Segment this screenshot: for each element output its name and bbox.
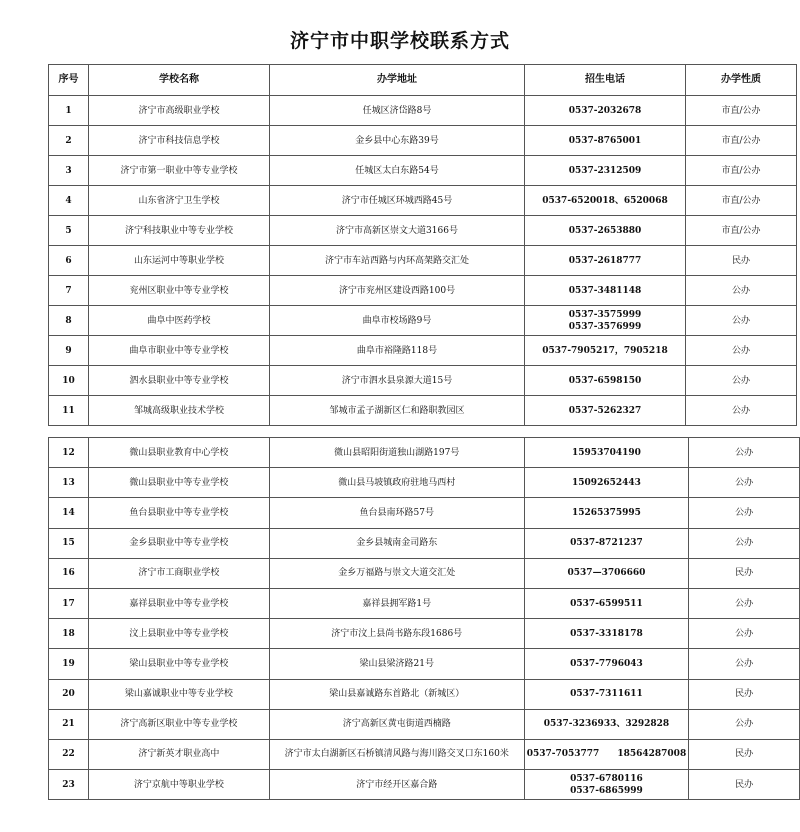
table-row: [49, 246, 797, 276]
school-type: 公办: [689, 588, 800, 618]
school-name: 鱼台县职业中等专业学校: [88, 498, 269, 528]
row-index: 17: [49, 588, 89, 618]
school-name: 曲阜市职业中等专业学校: [89, 336, 270, 366]
school-phone: [525, 306, 686, 336]
school-address: 济宁市兖州区建设西路100号: [270, 276, 525, 306]
school-type: 民办: [689, 770, 800, 800]
school-type: 公办: [686, 396, 797, 426]
phone-number: 15953704190: [572, 447, 641, 458]
row-index: 10: [49, 366, 89, 396]
school-address: 任城区太白东路54号: [270, 156, 525, 186]
row-index: 21: [49, 709, 89, 739]
school-address: 金乡万福路与崇文大道交汇处: [269, 558, 524, 588]
school-phone: [525, 246, 686, 276]
phone-number: 0537-6520018、6520068: [542, 195, 668, 206]
table-row: [49, 186, 797, 216]
table-row: [49, 739, 800, 769]
school-type: 公办: [689, 649, 800, 679]
school-phone: [524, 770, 689, 800]
school-name: 梁山县职业中等专业学校: [88, 649, 269, 679]
row-index: 23: [49, 770, 89, 800]
school-address: 济宁市车站西路与内环高架路交汇处: [270, 246, 525, 276]
school-type: 公办: [689, 709, 800, 739]
header-school-type: 办学性质: [686, 65, 797, 96]
phone-number: 0537-7311611: [570, 689, 643, 700]
school-name: 济宁科技职业中等专业学校: [89, 216, 270, 246]
row-index: 9: [49, 336, 89, 366]
row-index: 4: [49, 186, 89, 216]
row-index: 18: [49, 619, 89, 649]
table-row: [49, 498, 800, 528]
phone-number: 0537-2618777: [568, 255, 642, 266]
row-index: 3: [49, 156, 89, 186]
phone-number: 0537-3318178: [570, 628, 643, 639]
header-phone: 招生电话: [525, 65, 686, 96]
school-address: 济宁市高新区崇文大道3166号: [270, 216, 525, 246]
school-address: 微山县昭阳街道独山湖路197号: [269, 438, 524, 468]
school-address: 济宁市太白湖新区石桥镇清风路与海川路交叉口东160米: [269, 739, 524, 769]
row-index: 16: [49, 558, 89, 588]
table-row: [49, 679, 800, 709]
school-name: 邹城高级职业技术学校: [89, 396, 270, 426]
school-table-part2: [48, 437, 800, 800]
table-row: [49, 156, 797, 186]
table-row: [49, 366, 797, 396]
school-name: 济宁市高级职业学校: [89, 96, 270, 126]
school-type: 公办: [689, 498, 800, 528]
school-name: 济宁京航中等职业学校: [88, 770, 269, 800]
table-row: [49, 468, 800, 498]
school-name: 曲阜中医药学校: [89, 306, 270, 336]
school-phone: [525, 216, 686, 246]
school-name: 山东运河中等职业学校: [89, 246, 270, 276]
school-type: 市直/公办: [686, 186, 797, 216]
school-name: 济宁高新区职业中等专业学校: [88, 709, 269, 739]
header-school-name: 学校名称: [89, 65, 270, 96]
school-phone: [524, 588, 689, 618]
school-name: 济宁市科技信息学校: [89, 126, 270, 156]
phone-number: 0537-3481148: [568, 285, 642, 296]
school-phone: [524, 558, 689, 588]
table-row: [49, 528, 800, 558]
school-type: 市直/公办: [686, 216, 797, 246]
school-phone: [525, 156, 686, 186]
school-type: 公办: [689, 468, 800, 498]
phone-number: 0537-3236933、3292828: [543, 719, 670, 730]
school-phone: [525, 96, 686, 126]
school-address: 济宁高新区黄屯街道西楠路: [269, 709, 524, 739]
school-address: 曲阜市校场路9号: [270, 306, 525, 336]
school-type: 公办: [689, 619, 800, 649]
phone-number: 0537-7905217，7905218: [542, 345, 668, 356]
school-type: 市直/公办: [686, 96, 797, 126]
page-title: 济宁市中职学校联系方式: [289, 30, 510, 52]
school-phone: [524, 468, 689, 498]
phone-number: 15092652443: [572, 477, 641, 488]
school-address: 微山县马坡镇政府驻地马西村: [269, 468, 524, 498]
row-index: 19: [49, 649, 89, 679]
school-type: 公办: [686, 366, 797, 396]
school-address: 梁山县嘉诚路东首路北（新城区）: [269, 679, 524, 709]
phone-number: 0537-5262327: [568, 405, 642, 416]
school-address: 梁山县梁济路21号: [269, 649, 524, 679]
table-row: [49, 396, 797, 426]
row-index: 12: [49, 438, 89, 468]
school-address: 鱼台县南环路57号: [269, 498, 524, 528]
table-row: [49, 770, 800, 800]
row-index: 15: [49, 528, 89, 558]
phone-number: 0537-7053777 18564287008: [526, 749, 687, 760]
school-name: 兖州区职业中等专业学校: [89, 276, 270, 306]
school-name: 济宁市第一职业中等专业学校: [89, 156, 270, 186]
header-index: 序号: [49, 65, 89, 96]
phone-number: 0537-2653880: [568, 225, 642, 236]
row-index: 2: [49, 126, 89, 156]
school-address: 济宁市泗水县泉源大道15号: [270, 366, 525, 396]
school-name: 汶上县职业中等专业学校: [88, 619, 269, 649]
header-address: 办学地址: [270, 65, 525, 96]
school-name: 济宁新英才职业高中: [88, 739, 269, 769]
school-type: 公办: [689, 438, 800, 468]
phone-number: 0537-3575999: [568, 309, 642, 320]
phone-number: 0537-6865999: [570, 785, 643, 796]
school-type: 民办: [689, 679, 800, 709]
school-phone: [525, 366, 686, 396]
school-name: 微山县职业教育中心学校: [88, 438, 269, 468]
row-index: 6: [49, 246, 89, 276]
table-row: [49, 216, 797, 246]
school-table-part1: [48, 64, 797, 426]
phone-number: 0537-8721237: [570, 538, 643, 549]
school-type: 公办: [689, 528, 800, 558]
table-row: [49, 438, 800, 468]
school-type: 民办: [689, 739, 800, 769]
school-phone: [524, 528, 689, 558]
phone-number: 0537-6599511: [570, 598, 643, 609]
school-name: 嘉祥县职业中等专业学校: [88, 588, 269, 618]
school-name: 微山县职业中等专业学校: [88, 468, 269, 498]
school-name: 泗水县职业中等专业学校: [89, 366, 270, 396]
school-type: 公办: [686, 306, 797, 336]
school-phone: [524, 679, 689, 709]
phone-number: 0537-8765001: [568, 135, 642, 146]
school-name: 金乡县职业中等专业学校: [88, 528, 269, 558]
table-row: [49, 336, 797, 366]
school-type: 民办: [686, 246, 797, 276]
row-index: 20: [49, 679, 89, 709]
school-type: 市直/公办: [686, 126, 797, 156]
school-phone: [524, 649, 689, 679]
table-row: [49, 96, 797, 126]
phone-number: 0537-6598150: [568, 375, 642, 386]
row-index: 13: [49, 468, 89, 498]
school-address: 邹城市孟子湖新区仁和路职教园区: [270, 396, 525, 426]
phone-number: 15265375995: [572, 507, 641, 518]
table-row: [49, 306, 797, 336]
school-address: 济宁市任城区环城西路45号: [270, 186, 525, 216]
school-phone: [525, 396, 686, 426]
phone-number: 0537-6780116: [570, 773, 643, 784]
phone-number: 0537-7796043: [570, 658, 643, 669]
row-index: 22: [49, 739, 89, 769]
row-index: 8: [49, 306, 89, 336]
table-row: [49, 126, 797, 156]
table-row: [49, 709, 800, 739]
table-row: [49, 558, 800, 588]
phone-number: 0537-2312509: [568, 165, 642, 176]
school-address: 济宁市经开区嘉合路: [269, 770, 524, 800]
phone-number: 0537—3706660: [567, 568, 646, 579]
row-index: 7: [49, 276, 89, 306]
school-type: 市直/公办: [686, 156, 797, 186]
school-phone: [524, 498, 689, 528]
school-phone: [524, 709, 689, 739]
school-address: 金乡县城南金司路东: [269, 528, 524, 558]
table-row: [49, 649, 800, 679]
row-index: 1: [49, 96, 89, 126]
row-index: 14: [49, 498, 89, 528]
table-row: [49, 619, 800, 649]
school-phone: [525, 186, 686, 216]
school-address: 嘉祥县拥军路1号: [269, 588, 524, 618]
school-phone: [525, 126, 686, 156]
school-name: 山东省济宁卫生学校: [89, 186, 270, 216]
table-row: [49, 276, 797, 306]
school-address: 任城区济岱路8号: [270, 96, 525, 126]
school-phone: [525, 276, 686, 306]
school-address: 曲阜市裕隆路118号: [270, 336, 525, 366]
school-phone: [524, 438, 689, 468]
school-type: 公办: [686, 336, 797, 366]
school-address: 济宁市汶上县尚书路东段1686号: [269, 619, 524, 649]
table-row: [49, 588, 800, 618]
school-name: 梁山嘉诚职业中等专业学校: [88, 679, 269, 709]
school-phone: [525, 336, 686, 366]
school-type: 公办: [686, 276, 797, 306]
school-name: 济宁市工商职业学校: [88, 558, 269, 588]
row-index: 5: [49, 216, 89, 246]
row-index: 11: [49, 396, 89, 426]
school-address: 金乡县中心东路39号: [270, 126, 525, 156]
school-type: 民办: [689, 558, 800, 588]
school-phone: [524, 739, 689, 769]
school-phone: [524, 619, 689, 649]
phone-number: 0537-3576999: [568, 321, 642, 332]
table-header-row: [49, 65, 797, 96]
phone-number: 0537-2032678: [568, 105, 642, 116]
